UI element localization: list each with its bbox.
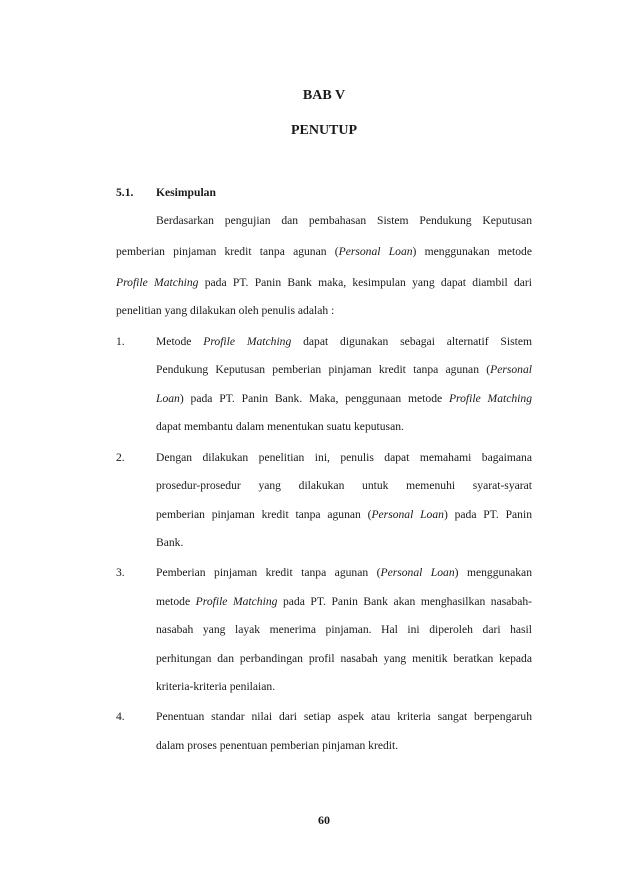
list-item-line: nasabah yang layak menerima pinjaman. Hal ini diperoleh dari hasil (156, 623, 532, 636)
list-item-number: 4. (116, 710, 125, 723)
intro-line-3: Profile Matching pada PT. Panin Bank maka, kesimpulan yang dapat diambil dari (116, 276, 532, 289)
intro-line-1: Berdasarkan pengujian dan pembahasan Sistem Pendukung Keputusan (156, 214, 532, 227)
section-number: 5.1. (116, 186, 134, 199)
list-item-line: Metode Profile Matching dapat digunakan sebagai alternatif Sistem (156, 335, 532, 348)
list-item-line: dalam proses penentuan pemberian pinjaman kredit. (156, 739, 399, 752)
page-number: 60 (318, 813, 330, 827)
list-item-line: kriteria-kriteria penilaian. (156, 680, 276, 693)
list-item-line: metode Profile Matching pada PT. Panin Bank akan menghasilkan nasabah- (156, 595, 532, 608)
list-item-line: dapat membantu dalam menentukan suatu keputusan. (156, 420, 404, 433)
list-item-line: Penentuan standar nilai dari setiap aspek atau kriteria sangat berpengaruh (156, 710, 532, 723)
chapter-label: BAB V (302, 88, 346, 103)
list-item-line: prosedur-prosedur yang dilakukan untuk memenuhi syarat-syarat (156, 479, 532, 492)
intro-line-4: penelitian yang dilakukan oleh penulis adalah : (116, 304, 335, 317)
list-item-line: Loan) pada PT. Panin Bank. Maka, penggunaan metode Profile Matching (156, 392, 532, 405)
list-item-number: 3. (116, 566, 125, 579)
chapter-title: PENUTUP (290, 123, 358, 138)
list-item-line: Pemberian pinjaman kredit tanpa agunan (Personal Loan) menggunakan (156, 566, 532, 579)
section-title: Kesimpulan (156, 186, 216, 199)
intro-line-2: pemberian pinjaman kredit tanpa agunan (Personal Loan) menggunakan metode (116, 245, 532, 258)
list-item-line: Bank. (156, 536, 184, 549)
list-item-line: perhitungan dan perbandingan profil nasabah yang menitik beratkan kepada (156, 652, 532, 665)
list-item-line: Dengan dilakukan penelitian ini, penulis dapat memahami bagaimana (156, 451, 532, 464)
list-item-line: pemberian pinjaman kredit tanpa agunan (Personal Loan) pada PT. Panin (156, 508, 532, 521)
list-item-line: Pendukung Keputusan pemberian pinjaman kredit tanpa agunan (Personal (156, 363, 532, 376)
list-item-number: 1. (116, 335, 125, 348)
list-item-number: 2. (116, 451, 125, 464)
